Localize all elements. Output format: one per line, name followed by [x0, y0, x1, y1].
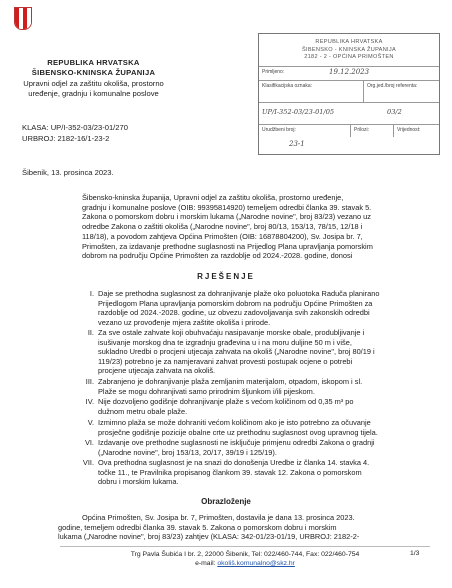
- item-line: sukladno Uredbi o procjeni utjecaja zahvata na okoliš („Narodne novine", broj 80/19 i: [98, 347, 375, 357]
- intro-line: Zakona o pomorskom dobru i morskim lukama („Narodne novine", broj 83/23) vezano uz: [82, 212, 371, 222]
- item-line: isušivanje morskog dna te izgradnju građevina u i na moru duljine 50 m i više,: [98, 337, 352, 347]
- item-line: dužnom metru obale plaže.: [98, 406, 188, 416]
- item-number: VI.: [84, 438, 94, 447]
- footer-address: Trg Pavla Šubića I br. 2, 22000 Šibenik, Tel: 022/460-744, Fax: 022/460-754: [130, 551, 360, 558]
- item-number: IV.: [85, 397, 94, 406]
- stamp-divider: [393, 125, 394, 137]
- explanation-line: lukama („Narodne novine", broj 83/23) zahtjev (KLASA: 342-01/23-01/19, URBROJ: 2182-2-: [58, 532, 360, 542]
- explanation-paragraph: [58, 513, 416, 542]
- item-line: Daje se prethodna suglasnost za dohranjivanje plaže oko poluotoka Raduča planirano: [98, 289, 380, 298]
- stamp-received-date: 19.12.2023: [329, 68, 370, 76]
- stamp-label-attachments: Prilozi:: [354, 127, 370, 133]
- stamp-divider: [350, 125, 351, 137]
- item-line: točke 11., te Pravilnika propisanog člankom 39. stavak 12. Zakona o pomorskom: [98, 467, 362, 477]
- item-number: II.: [87, 328, 94, 337]
- stamp-label-org: Org.jed./broj referenta:: [367, 83, 418, 89]
- item-number: I.: [89, 289, 94, 298]
- intro-line: gradnju i komunalne poslove (OIB: 99395814920) temeljem odredbi članka 39. stavak 5.: [82, 202, 372, 212]
- item-line: Za sve ostale zahvate koji obuhvaćaju nasipavanje morske obale, produbljivanje i: [98, 328, 365, 337]
- received-stamp: [258, 33, 440, 155]
- intro-line: odredbe Zakona o zaštiti okoliša („Narodne novine", broj 80/13, 153/13, 78/15, 12/18 i: [82, 222, 363, 232]
- urbroj: URBROJ: 2182-16/1-23-2: [22, 133, 110, 143]
- intro-paragraph: [82, 193, 412, 261]
- stamp-line-3: 2182 - 2 - OPĆINA PRIMOŠTEN: [304, 54, 394, 60]
- footer-divider: [60, 546, 430, 547]
- county-name: ŠIBENSKO-KNINSKA ŽUPANIJA: [31, 68, 156, 78]
- item-line: Nije dozvoljeno godišnje dohranjivanje plaže s većom količinom od 0,35 m³ po: [98, 397, 354, 406]
- coat-of-arms-icon: [14, 7, 32, 30]
- stamp-line-1: REPUBLIKA HRVATSKA: [315, 39, 383, 45]
- item-line: Izmimno plaža se može dohraniti većom količinom ako je isto potrebno za očuvanje: [98, 418, 371, 427]
- item-line: Prijedlogom Plana upravljanja pomorskim dobrom na području Općine Primošten za: [98, 298, 373, 308]
- item-line: prosječne godišnje pozicije obalne crte uz prethodnu suglasnost ovog upravnog tijela.: [98, 427, 378, 437]
- intro-line: Primošten, za izdavanje prethodne suglasnosti na Prijedlog Plana upravljanja pomorskim: [82, 241, 373, 251]
- footer: [60, 550, 430, 568]
- page-number: 1/3: [410, 550, 420, 557]
- item-line: vezano uz provođenje mjera zaštite okoliša i prirode.: [98, 317, 271, 327]
- item-line: 119/23) potrebno je za namjeravani zahvat provesti postupak ocjene o potrebi: [98, 356, 353, 366]
- item-line: razdoblje od 2024.-2028. godine, uz obvezu zadovoljavanja svih zakonskih odredbi: [98, 308, 370, 318]
- footer-email-label: e-mail:: [195, 560, 216, 567]
- decision-title: RJEŠENJE: [197, 272, 255, 281]
- explanation-line: Općina Primošten, Sv. Josipa br. 7, Primošten, dostavila je dana 13. prosinca 2023.: [82, 513, 355, 522]
- stamp-line-2: ŠIBENSKO - KNINSKA ŽUPANIJA: [301, 46, 397, 53]
- republic-name: REPUBLIKA HRVATSKA: [47, 58, 140, 67]
- stamp-label-number: Urudžbeni broj:: [262, 127, 296, 133]
- intro-line: dobrom na području Općine Primošten za razdoblje od 2024.-2028. godine, donosi: [82, 251, 353, 261]
- stamp-number-code: 23-1: [289, 140, 305, 148]
- item-line: Plaže se mogu dohranjivati samo prirodnim šljunkom i/ili pijeskom.: [98, 386, 315, 396]
- item-line: („Narodne novine", broj 153/13, 20/17, 39/19 i 125/19).: [98, 447, 277, 457]
- explanation-line: godine, temeljem odredbi članka 39. stavak 5. Zakona o pomorskom dobru i morskim: [58, 522, 337, 532]
- stamp-divider: [363, 81, 364, 103]
- explanation-title: Obrazloženje: [201, 497, 251, 506]
- item-number: III.: [85, 377, 94, 386]
- issuer-header: [6, 58, 181, 100]
- stamp-label-class: Klasifikacijska oznaka:: [262, 83, 313, 89]
- intro-line: 118/18), a povodom zahtjeva Općina Primošten (OIB: 16878804200), Sv. Josipa br. 7,: [82, 231, 363, 241]
- item-line: dobru i morskim lukama.: [98, 477, 179, 487]
- item-line: Izdavanje ove prethodne suglasnosti ne isključuje primjenu odredbi Zakona o gradnji: [98, 438, 375, 447]
- item-line: Ova prethodna suglasnost je na snazi do donošenja Uredbe iz članka 14. stavka 4.: [98, 458, 370, 467]
- stamp-label-value: Vrijednost:: [397, 127, 421, 133]
- footer-email-link[interactable]: okoliš.komunalno@skz.hr: [217, 560, 295, 567]
- item-line: procjene utjecaja zahvata na okoliš.: [98, 366, 216, 376]
- item-number: V.: [87, 418, 94, 427]
- reference-numbers: [22, 123, 128, 144]
- klasa: KLASA: UP/I-352-03/23-01/270: [22, 123, 128, 132]
- stamp-org-code: 03/2: [387, 108, 402, 116]
- stamp-class-code: UP/I-352-03/23-01/05: [262, 108, 335, 116]
- department-line-2: uređenje, gradnju i komunalne poslove: [28, 89, 159, 99]
- department-line-1: Upravni odjel za zaštitu okoliša, prostorno: [23, 78, 164, 88]
- item-line: Zabranjeno je dohranjivanje plaža zemljanim materijalom, otpadom, iskopom i sl.: [98, 377, 363, 386]
- intro-line: Šibensko-kninska županija, Upravni odjel za zaštitu okoliša, prostorno uređenje,: [82, 193, 344, 202]
- item-number: VII.: [82, 458, 94, 467]
- place-date: Šibenik, 13. prosinca 2023.: [22, 168, 114, 177]
- stamp-label-received: Primljeno:: [262, 69, 285, 75]
